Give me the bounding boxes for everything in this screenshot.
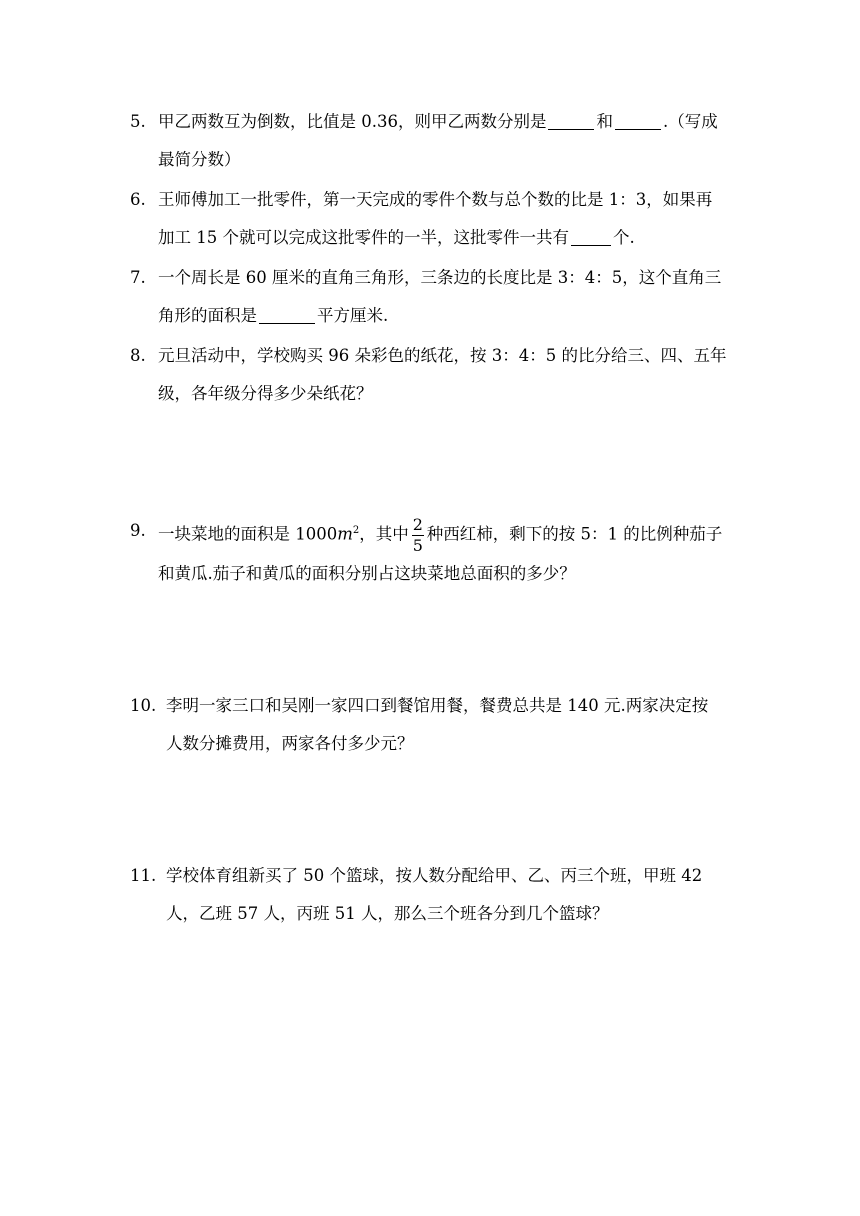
question-number: 5.	[130, 112, 146, 131]
question-5	[130, 103, 734, 179]
question-11	[130, 857, 734, 933]
question-10	[130, 687, 734, 763]
question-8	[130, 337, 734, 413]
answer-blank[interactable]	[548, 111, 594, 130]
question-number: 7.	[130, 268, 146, 287]
question-number: 9.	[130, 521, 146, 540]
question-number: 11.	[130, 866, 157, 885]
question-9	[130, 512, 734, 593]
question-7	[130, 259, 734, 335]
question-text: 一个周长是 60 厘米的直角三角形，三条边的长度比是 3：4：5，这个直角三 角形的面积是 平方厘米.	[158, 268, 722, 325]
answer-blank[interactable]	[259, 305, 315, 324]
answer-blank[interactable]	[571, 227, 611, 246]
question-number: 6.	[130, 190, 146, 209]
question-text: 学校体育组新买了 50 个篮球，按人数分配给甲、乙、丙三个班，甲班 42 人，乙班 57 人，丙班 51 人，那么三个班各分到几个篮球？	[166, 866, 703, 923]
question-text: 王师傅加工一批零件，第一天完成的零件个数与总个数的比是 1：3，如果再 加工 15 个就可以完成这批零件的一半，这批零件一共有 个.	[158, 190, 713, 247]
question-text: 一块菜地的面积是 $1000m^2$，其中 $\frac{2}{5}$ 种西红柿，剩下的按 5：1 的比例种茄子 和黄瓜.茄子和黄瓜的面积分别占这块菜地总面积的多少？	[158, 514, 723, 583]
question-number: 8.	[130, 346, 146, 365]
question-text: 李明一家三口和吴刚一家四口到餐馆用餐，餐费总共是 140 元.两家决定按 人数分摊费用，两家各付多少元？	[166, 696, 709, 753]
question-number: 10.	[130, 696, 157, 715]
question-text: 元旦活动中，学校购买 96 朵彩色的纸花，按 3：4：5 的比分给三、四、五年 级，各年级分得多少朵纸花？	[158, 346, 727, 403]
question-text: 甲乙两数互为倒数，比值是 0.36，则甲乙两数分别是 和 .（写成 最简分数）	[158, 112, 718, 169]
fraction: $\frac{2}{5}$	[412, 514, 423, 555]
question-6	[130, 181, 734, 257]
answer-blank[interactable]	[615, 111, 661, 130]
